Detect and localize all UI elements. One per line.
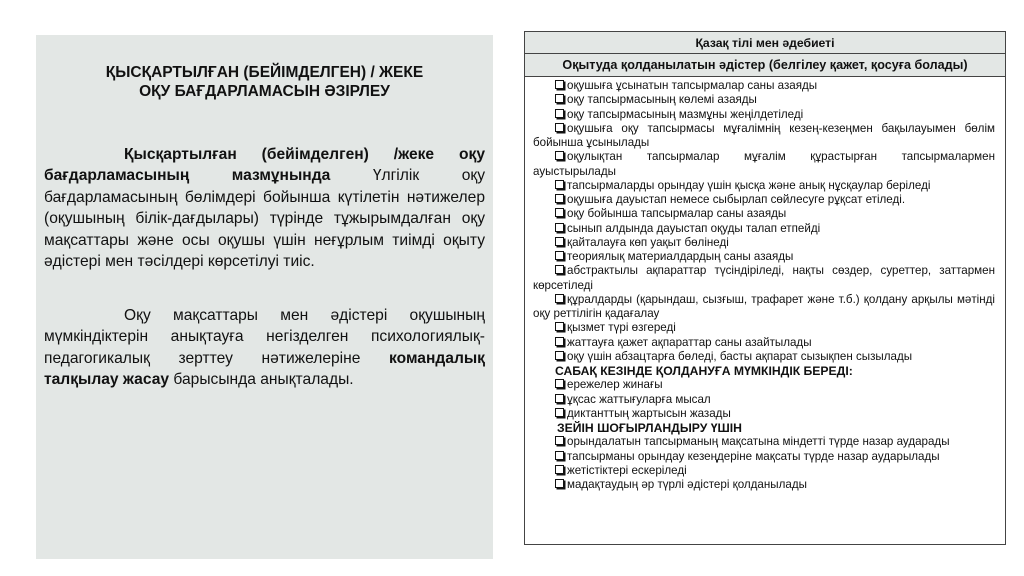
methods-header: Оқытуда қолданылатын әдістер (белгілеу қажет, қосуға болады) [525, 54, 1005, 77]
checkbox-icon[interactable] [555, 237, 564, 246]
attention-item[interactable]: тапсырманы орындау кезеңдеріне мақсаты түрде назар аударылады [533, 450, 995, 464]
method-item[interactable]: теориялық материалдардың саны азаяды [533, 250, 995, 264]
checkbox-icon[interactable] [555, 337, 564, 346]
method-item[interactable]: оқулықтан тапсырмалар мұғалім құрастырған тапсырмалармен ауыстырылады [533, 150, 995, 178]
subject-header: Қазақ тілі мен әдебиеті [525, 32, 1005, 54]
checkbox-icon[interactable] [555, 208, 564, 217]
checkbox-icon[interactable] [555, 322, 564, 331]
attention-item[interactable]: мадақтаудың әр түрлі әдістері қолданылады [533, 478, 995, 492]
panel-title-line2: ОҚУ БАҒДАРЛАМАСЫН ӘЗІРЛЕУ [139, 83, 390, 100]
method-item[interactable]: құралдарды (қарындаш, сызғыш, трафарет және т.б.) қолдану арқылы мәтінді оқу реттілігін қадағалау [533, 292, 995, 320]
lesson-use-item[interactable]: ережелер жинағы [533, 378, 995, 392]
method-item[interactable]: оқу тапсырмасының көлемі азаяды [533, 93, 995, 107]
lesson-use-item[interactable]: ұқсас жаттығуларға мысал [533, 393, 995, 407]
checkbox-icon[interactable] [555, 251, 564, 260]
paragraph1-bold-lead: Қысқартылған (бейімделген) /жеке оқу бағдарламасының мазмұнында [44, 146, 485, 185]
checkbox-icon[interactable] [555, 451, 564, 460]
paragraph-content-description [44, 144, 485, 272]
checkbox-icon[interactable] [555, 109, 564, 118]
panel-title-line1: ҚЫСҚАРТЫЛҒАН (БЕЙІМДЕЛГЕН) / ЖЕКЕ [105, 64, 424, 81]
lesson-use-item[interactable]: диктанттың жартысын жазады [533, 407, 995, 421]
checkbox-icon[interactable] [555, 194, 564, 203]
method-item[interactable]: тапсырмаларды орындау үшін қысқа және анық нұсқаулар беріледі [533, 179, 995, 193]
checkbox-icon[interactable] [555, 223, 564, 232]
method-item[interactable]: абстрактылы ақпараттар түсіндіріледі, нақты сөздер, суреттер, заттармен көрсетіледі [533, 264, 995, 292]
method-item[interactable]: оқушыға ұсынатын тапсырмалар саны азаяды [533, 79, 995, 93]
paragraph1-text: Үлгілік оқу бағдарламасының бөлімдері бойынша күтілетін нәтижелер (оқушының білік-дағдылары) түрінде тұжырымдалған оқу мақсаттары және осы оқушы үшін неғұрлым тиімді оқыту әдістері мен тәсілдері көрсетілуі тиіс. [44, 167, 485, 271]
checkbox-icon[interactable] [555, 479, 564, 488]
panel-title [36, 63, 493, 101]
paragraph2-text-after: барысында анықталады. [169, 371, 354, 389]
method-item[interactable]: қайталауға көп уақыт бөлінеді [533, 236, 995, 250]
attention-item[interactable]: орындалатын тапсырманың мақсатына міндетті түрде назар аударады [533, 435, 995, 449]
method-item[interactable]: оқу үшін абзацтарға бөледі, басты ақпарат сызықпен сызылады [533, 350, 995, 364]
left-info-panel [36, 35, 493, 559]
paragraph-goals-methods [44, 305, 485, 391]
checkbox-icon[interactable] [555, 265, 564, 274]
checkbox-icon[interactable] [555, 351, 564, 360]
checkbox-icon[interactable] [555, 394, 564, 403]
checkbox-icon[interactable] [555, 151, 564, 160]
paragraph2-text-before: Оқу мақсаттары мен әдістері оқушының мүмкіндіктерін анықтауға негізделген психологиялық-педагогикалық зерттеу нәтижелеріне [44, 307, 485, 367]
section-heading-attention: ЗЕЙІН ШОҒЫРЛАНДЫРУ ҮШІН [557, 421, 742, 435]
section-heading-lesson-use: САБАҚ КЕЗІНДЕ ҚОЛДАНУҒА МҮМКІНДІК БЕРЕДІ: [555, 364, 853, 378]
methods-list [525, 77, 1005, 492]
checkbox-icon[interactable] [555, 80, 564, 89]
checkbox-icon[interactable] [555, 436, 564, 445]
methods-table [524, 31, 1006, 545]
method-item[interactable]: қызмет түрі өзгереді [533, 321, 995, 335]
checkbox-icon[interactable] [555, 379, 564, 388]
paragraph2-bold: командалық талқылау жасау [44, 349, 485, 389]
checkbox-icon[interactable] [555, 294, 564, 303]
checkbox-icon[interactable] [555, 408, 564, 417]
attention-item[interactable]: жетістіктері ескеріледі [533, 464, 995, 478]
method-item[interactable]: жаттауға қажет ақпараттар саны азайтылады [533, 336, 995, 350]
method-item[interactable]: сынып алдында дауыстап оқуды талап етпейді [533, 222, 995, 236]
checkbox-icon[interactable] [555, 94, 564, 103]
checkbox-icon[interactable] [555, 123, 564, 132]
method-item[interactable]: оқу бойынша тапсырмалар саны азаяды [533, 207, 995, 221]
checkbox-icon[interactable] [555, 180, 564, 189]
checkbox-icon[interactable] [555, 465, 564, 474]
method-item[interactable]: оқу тапсырмасының мазмұны жеңілдетіледі [533, 108, 995, 122]
method-item[interactable]: оқушыға дауыстап немесе сыбырлап сөйлесуге рұқсат етіледі. [533, 193, 995, 207]
method-item[interactable]: оқушыға оқу тапсырмасы мұғалімнің кезең-кезеңмен бақылауымен бөлім бойынша ұсынылады [533, 121, 995, 149]
